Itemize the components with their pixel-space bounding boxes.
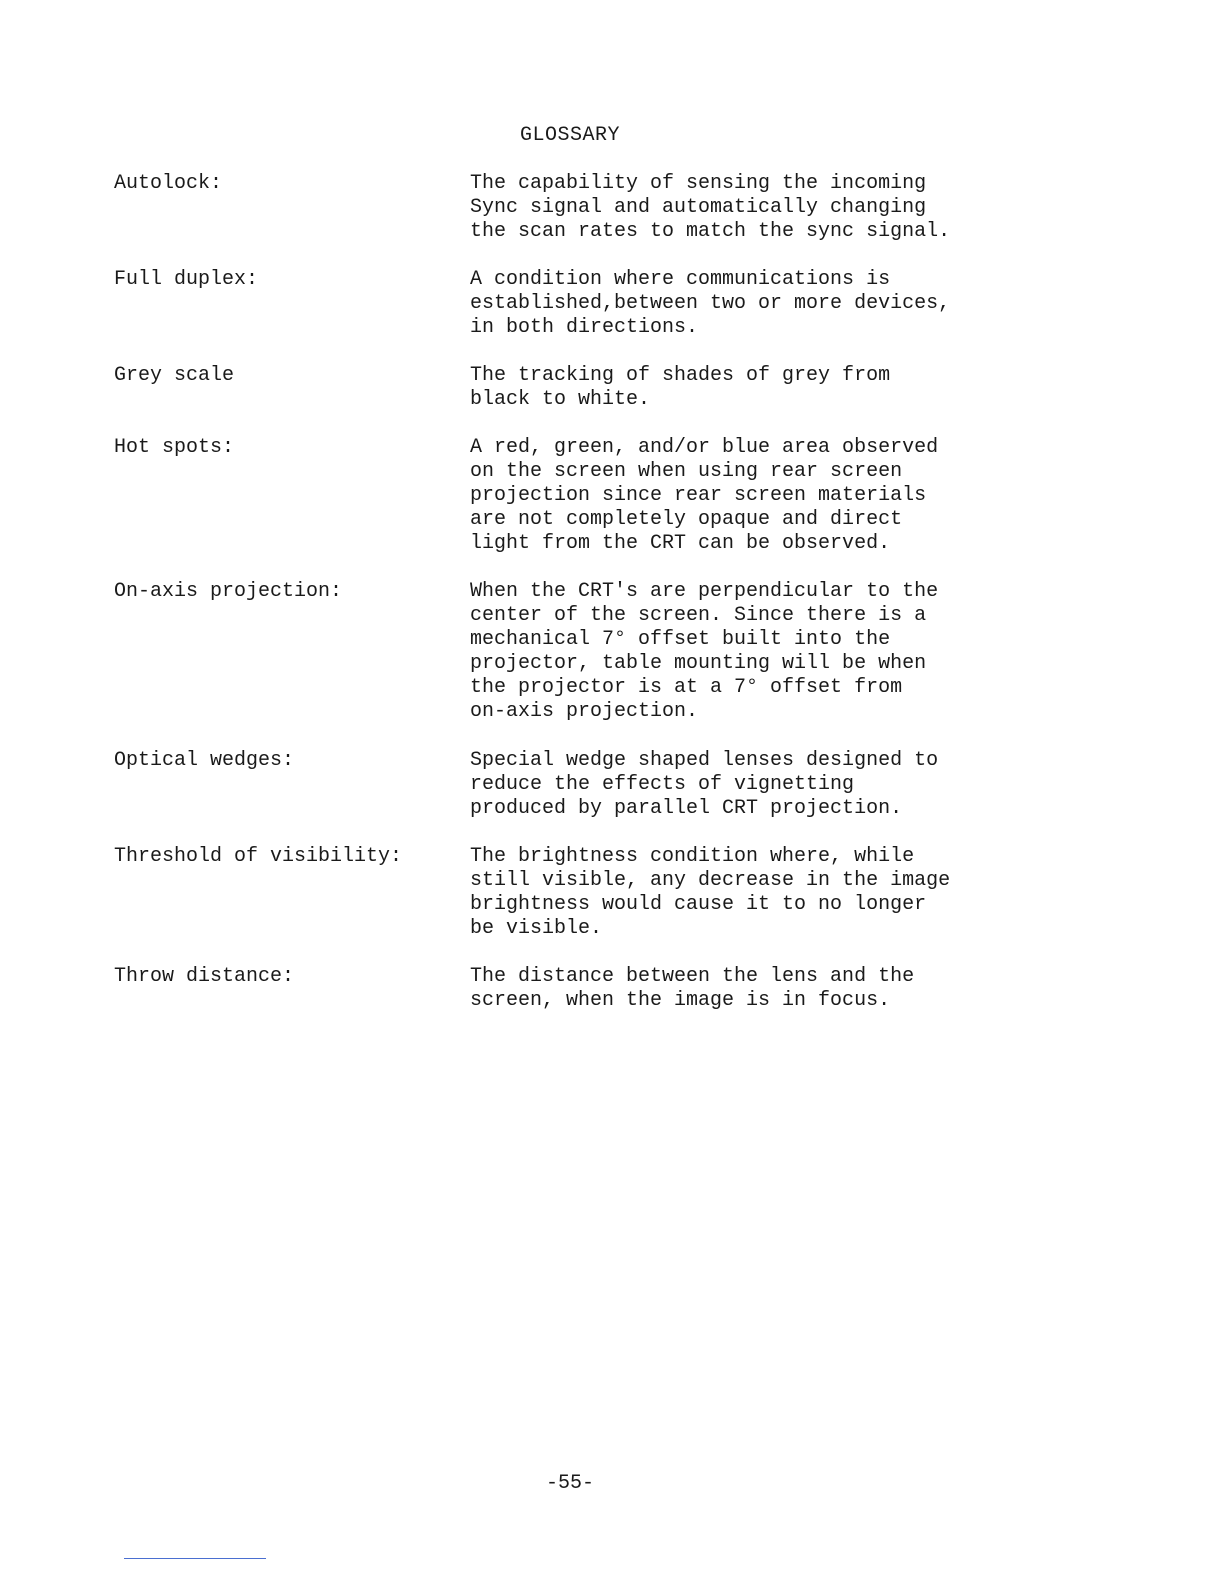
glossary-definition: The tracking of shades of grey from black to white.: [470, 364, 891, 411]
glossary-term: Optical wedges:: [114, 749, 295, 772]
glossary-definition: The brightness condition where, while still visible, any decrease in the image brightness would cause it to no longer be visible.: [470, 845, 951, 940]
glossary-term: On-axis projection:: [114, 580, 343, 603]
glossary-entry-throw-distance: [114, 965, 1074, 1013]
glossary-definition: When the CRT's are perpendicular to the center of the screen. Since there is a mechanical 7° offset built into the projector, table mounting will be when the projector is at a 7° offset from on-axis projection.: [470, 580, 939, 723]
glossary-definition: A red, green, and/or blue area observed on the screen when using rear screen projection since rear screen materials are not completely opaque and direct light from the CRT can be observed.: [470, 436, 939, 555]
footer-divider: [124, 1558, 266, 1559]
glossary-definition: The capability of sensing the incoming Sync signal and automatically changing the scan rates to match the sync signal.: [470, 172, 951, 243]
glossary-definition: A condition where communications is established,between two or more devices, in both directions.: [470, 268, 951, 339]
glossary-entry-autolock: [114, 172, 1074, 244]
page-number: -55-: [545, 1472, 594, 1495]
glossary-definition: Special wedge shaped lenses designed to reduce the effects of vignetting produced by parallel CRT projection.: [470, 749, 939, 820]
glossary-list: [114, 172, 1074, 1013]
glossary-term: Autolock:: [114, 172, 223, 195]
glossary-entry-optical-wedges: [114, 749, 1074, 821]
glossary-term: Hot spots:: [114, 436, 235, 459]
glossary-entry-grey-scale: [114, 364, 1074, 412]
glossary-term: Throw distance:: [114, 965, 295, 988]
glossary-entry-full-duplex: [114, 268, 1074, 340]
glossary-entry-threshold-of-visibility: [114, 845, 1074, 941]
glossary-term: Threshold of visibility:: [114, 845, 403, 868]
glossary-definition: The distance between the lens and the screen, when the image is in focus.: [470, 965, 915, 1012]
glossary-entry-hot-spots: [114, 436, 1074, 556]
glossary-term: Full duplex:: [114, 268, 259, 291]
glossary-term: Grey scale: [114, 364, 235, 387]
glossary-entry-on-axis-projection: [114, 580, 1074, 724]
page-title: GLOSSARY: [519, 124, 620, 147]
